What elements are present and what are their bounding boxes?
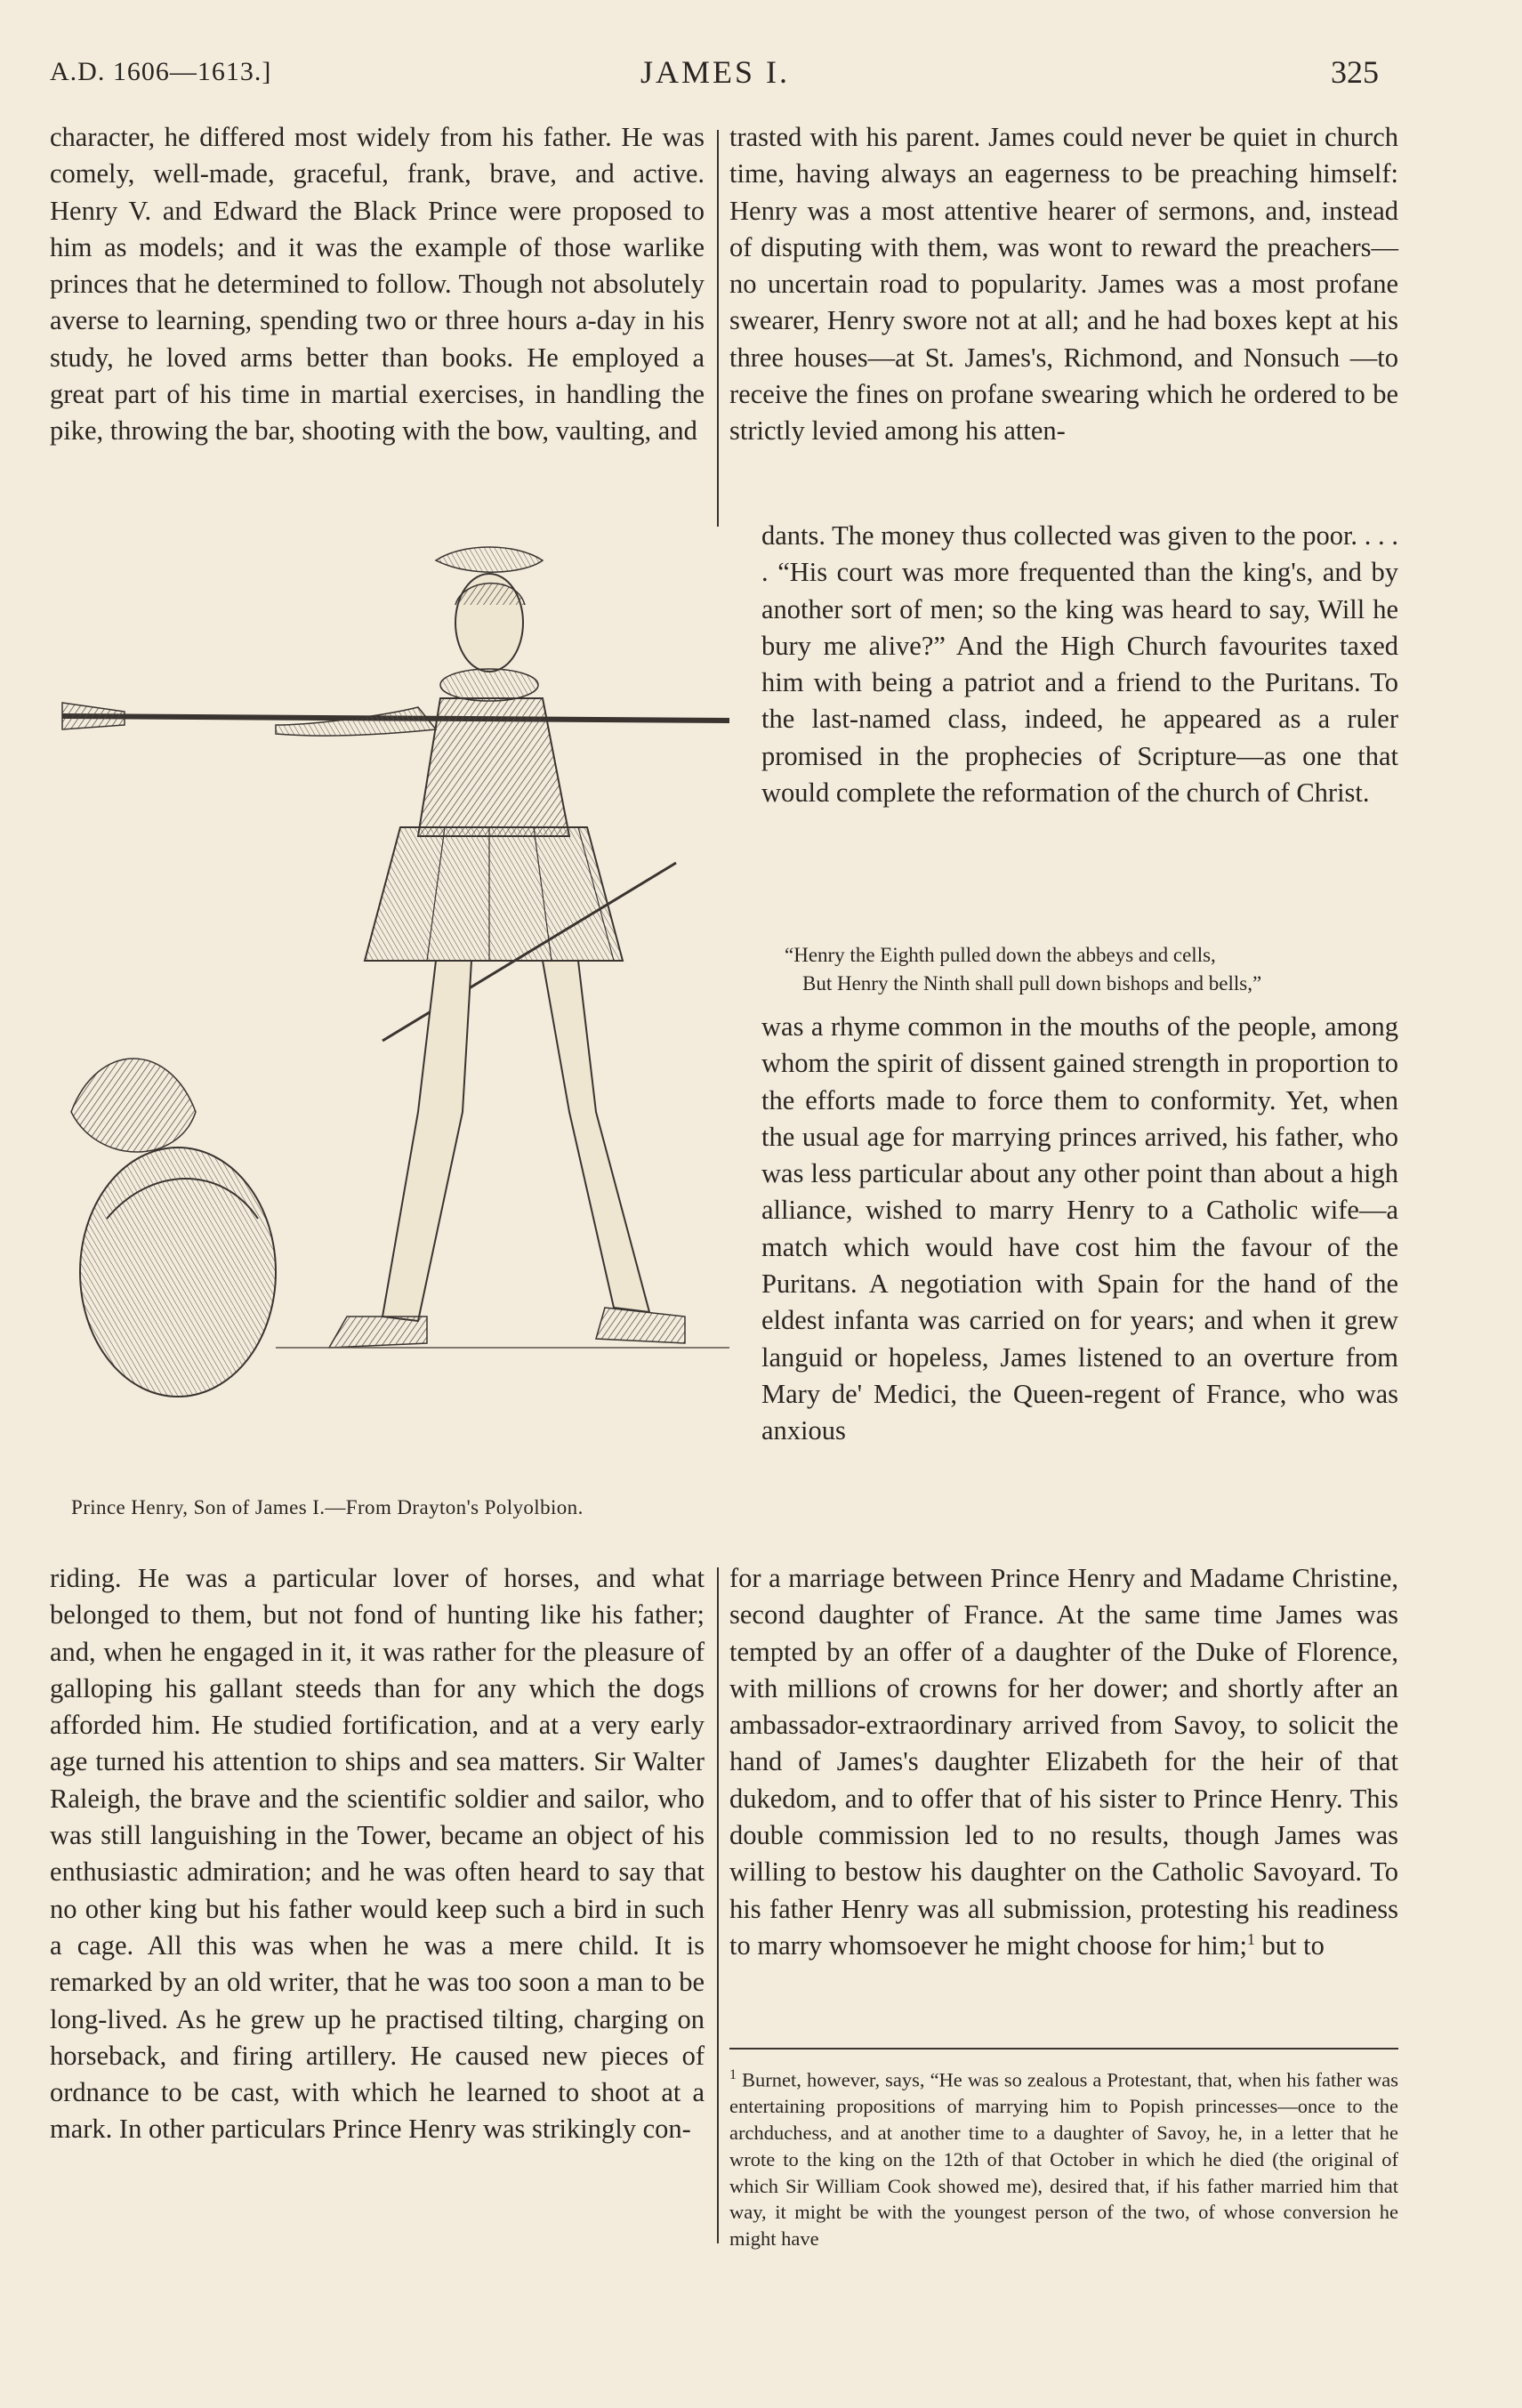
header-date-range: A.D. 1606—1613.]: [50, 57, 272, 86]
right-column-top: [729, 119, 1398, 450]
prince-henry-figure-icon: [44, 543, 729, 1477]
footnote-marker: 1: [729, 2067, 737, 2082]
left-column-top: [50, 119, 705, 450]
footnote: [729, 2062, 1398, 2252]
prince-henry-engraving: [44, 543, 729, 1477]
right-column-mid-text: dants. The money thus collected was given to the poor. . . . . “His court was more frequented than the king's, and by another sort of men; so the king was heard to say, Will he bury me alive?” And the High Church favourites taxed him with being a patriot and a friend to the Puritans. To the last-named class, indeed, he appeared as a ruler promised in the prophecies of Scripture—as one that would complete the reformation of the church of Christ.: [761, 520, 1398, 809]
column-rule-bottom: [717, 1567, 719, 2243]
footnote-divider: [729, 2048, 1398, 2050]
right-column-lower-text-main: for a marriage between Prince Henry and Madame Christine, second daughter of France. At the same time James was tempted by an offer of a daughter of the Duke of Florence, with millions of crowns for her dower; and shortly after an ambassador-extraordinary arrived from Savoy, to solicit the hand of James's daughter Elizabeth for the heir of that dukedom, and to offer that of his sister to Prince Henry. This double commission led to no results, though James was willing to bestow his daughter on the Catholic Savoyard. To his father Henry was all submission, protesting his readiness to marry whomsoever he might choose for him;: [729, 1563, 1398, 1961]
right-column-continued: [761, 1009, 1398, 1450]
rhyme-quote-line-1: “Henry the Eighth pulled down the abbeys and cells,: [785, 944, 1216, 966]
footnote-text: Burnet, however, says, “He was so zealous a Protestant, that, when his father was entertaining propositions of marrying him to Popish princesses—once to the archduchess, and at another time to a daughter of Savoy, he, in a letter that he wrote to the king on the 12th of that October in which he died (the original of which Sir William Cook showed me), desired that, if his father married him that way, it might be with the youngest person of the two, of whose conversion he might have: [729, 2068, 1399, 2251]
right-column-lower-text: [729, 1560, 1398, 1964]
column-rule-top: [717, 130, 719, 527]
right-column-continued-text: was a rhyme common in the mouths of the people, among whom the spirit of dissent gained strength in proportion to the efforts made to force them to conformity. Yet, when the usual age for marrying princes arrived, his father, who was less particular about any other point than about a high alliance, wished to marry Henry to a Catholic wife—a match which would have cost him the favour of the Puritans. A negotiation with Spain for the hand of the eldest infanta was carried on for years; and when it grew languid or hopeless, James listened to an overture from Mary de' Medici, the Queen-regent of France, who was anxious: [761, 1011, 1398, 1446]
right-column-top-text: trasted with his parent. James could never be quiet in church time, having always an eagerness to be preaching himself: Henry was a most attentive hearer of sermons, and, instead of disputing with them, was wont to reward the preachers—no uncertain road to popularity. James was a most profane swearer, Henry swore not at all; and he had boxes kept at his three houses—at St. James's, Richmond, and Nonsuch —to receive the fines on profane swearing which he ordered to be strictly levied among his atten-: [729, 122, 1398, 447]
page-title: JAMES I.: [640, 54, 791, 90]
page-number: 325: [1331, 54, 1379, 90]
footnote-reference: 1: [1246, 1929, 1255, 1948]
running-head: [0, 53, 1522, 98]
left-column-top-text: character, he differed most widely from his father. He was comely, well-made, graceful, frank, brave, and active. Henry V. and Edward the Black Prince were proposed to him as models; and it was the example of those warlike princes that he determined to follow. Though not absolutely averse to learning, spending two or three hours a-day in his study, he loved arms better than books. He employed a great part of his time in martial exercises, in handling the pike, throwing the bar, shooting with the bow, vaulting, and: [50, 122, 705, 447]
right-column-lower: [729, 1560, 1398, 1964]
left-column-bottom-text: riding. He was a particular lover of horses, and what belonged to them, but not fond of hunting like his father; and, when he engaged in it, it was rather for the pleasure of galloping his gallant steeds than for any which the dogs afforded him. He studied fortification, and at a very early age turned his attention to ships and sea matters. Sir Walter Raleigh, the brave and the scientific soldier and sailor, who was still languishing in the Tower, became an object of his enthusiastic admiration; and he was often heard to say that no other king but his father would keep such a bird in such a cage. All this was when he was a mere child. It is remarked by an old writer, that he was too soon a man to be long-lived. As he grew up he practised tilting, charging on horseback, and firing artillery. He caused new pieces of ordnance to be cast, with which he learned to shoot at a mark. In other particulars Prince Henry was strikingly con-: [50, 1563, 705, 2145]
figure-caption: Prince Henry, Son of James I.—From Drayton's Polyolbion.: [71, 1496, 584, 1518]
rhyme-quote-line-2: But Henry the Ninth shall pull down bishops and bells,”: [802, 972, 1262, 995]
left-column-bottom: [50, 1560, 705, 2148]
rhyme-quote: [761, 941, 1398, 998]
right-column-lower-text-end: but to: [1254, 1929, 1325, 1961]
right-column-mid: [761, 518, 1398, 811]
